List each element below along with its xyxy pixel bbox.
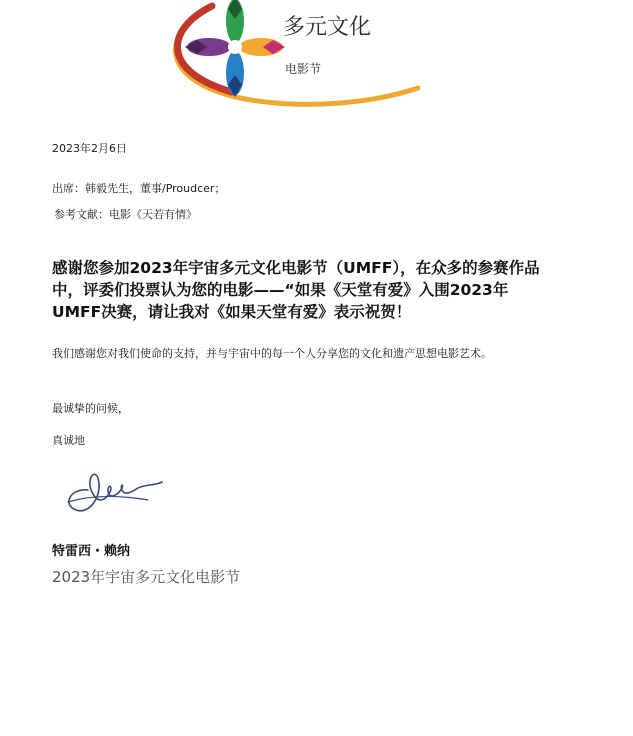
reference-line: 参考文献：电影《天若有情》 (54, 208, 197, 221)
main-paragraph: 感谢您参加2023年宇宙多元文化电影节（UMFF），在众多的参赛作品中，评委们投票认为您的电影——“如果《天堂有爱》入围2023年UMFF决赛，请让我对《如果天堂有爱》表示祝贺！ (52, 259, 540, 321)
signer-name: 特雷西・赖纳 (52, 544, 131, 559)
closing-line: 最诚挚的问候， (52, 402, 129, 415)
logo-subtitle: 电影节 (285, 62, 322, 76)
festival-logo (150, 0, 440, 110)
handwritten-signature (58, 460, 168, 520)
organization-name: 2023年宇宙多元文化电影节 (52, 568, 241, 586)
logo-title: 多元文化 (283, 15, 372, 40)
second-paragraph: 我们感谢您对我们使命的支持，并与宇宙中的每一个人分享您的文化和遗产思想电影艺术。 (52, 347, 492, 360)
letter-date: 2023年2月6日 (52, 142, 127, 155)
sincerely-line: 真诚地 (52, 434, 85, 447)
attendee-line: 出席：韩毅先生，董事/Proudcer； (52, 182, 226, 195)
